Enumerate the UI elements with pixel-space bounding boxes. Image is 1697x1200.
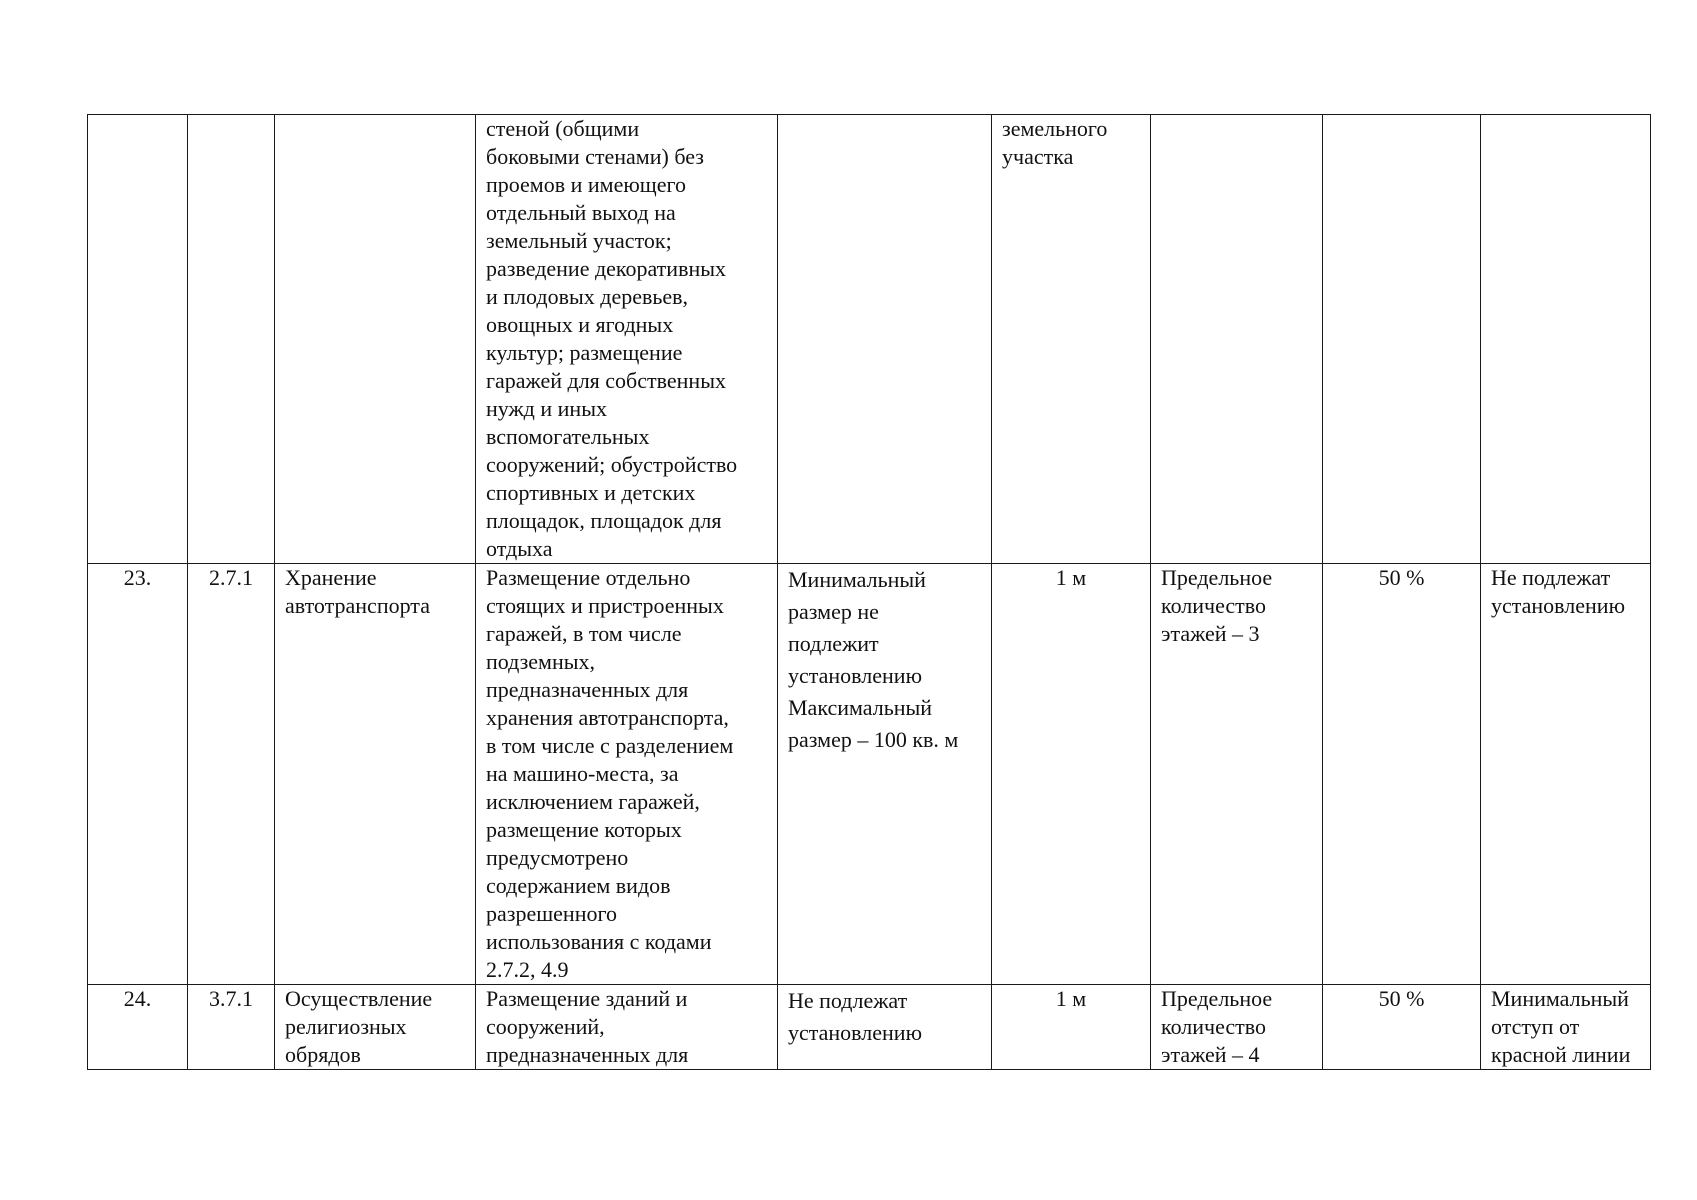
row-number-cell: 24. <box>88 985 188 1070</box>
description-cell: Размещение отдельно стоящих и пристроенных гаражей, в том числе подземных, предназначенных для хранения автотранспорта, в том числе с разделением на машино-места, за исключением гаражей, размещение которых предусмотрено содержанием видов разрешенного использования с кодами 2.7.2, 4.9 <box>476 564 778 985</box>
plot-size-cell <box>778 115 992 564</box>
plot-size-cell: Не подлежат установлению <box>778 985 992 1070</box>
setback-cell: 1 м <box>992 985 1151 1070</box>
other-params-cell <box>1481 115 1651 564</box>
plot-size-cell: Минимальный размер не подлежит установлению Максимальный размер – 100 кв. м <box>778 564 992 985</box>
table-row <box>88 985 1651 1070</box>
coverage-cell <box>1323 115 1481 564</box>
table-row <box>88 115 1651 564</box>
description-cell: Размещение зданий и сооружений, предназначенных для <box>476 985 778 1070</box>
coverage-cell: 50 % <box>1323 985 1481 1070</box>
coverage-cell: 50 % <box>1323 564 1481 985</box>
setback-cell: земельного участка <box>992 115 1151 564</box>
code-cell: 2.7.1 <box>188 564 275 985</box>
description-cell: стеной (общими боковыми стенами) без проемов и имеющего отдельный выход на земельный участок; разведение декоративных и плодовых деревьев, овощных и ягодных культур; размещение гаражей для собственных нужд и иных вспомогательных сооружений; обустройство спортивных и детских площадок, площадок для отдыха <box>476 115 778 564</box>
floors-cell <box>1151 115 1323 564</box>
floors-cell: Предельное количество этажей – 4 <box>1151 985 1323 1070</box>
other-params-cell: Не подлежат установлению <box>1481 564 1651 985</box>
floors-cell: Предельное количество этажей – 3 <box>1151 564 1323 985</box>
use-name-cell <box>275 115 476 564</box>
regulations-table <box>87 114 1651 1070</box>
code-cell <box>188 115 275 564</box>
row-number-cell: 23. <box>88 564 188 985</box>
other-params-cell: Минимальный отступ от красной линии <box>1481 985 1651 1070</box>
code-cell: 3.7.1 <box>188 985 275 1070</box>
use-name-cell: Хранение автотранспорта <box>275 564 476 985</box>
setback-cell: 1 м <box>992 564 1151 985</box>
row-number-cell <box>88 115 188 564</box>
use-name-cell: Осуществление религиозных обрядов <box>275 985 476 1070</box>
table-row <box>88 564 1651 985</box>
